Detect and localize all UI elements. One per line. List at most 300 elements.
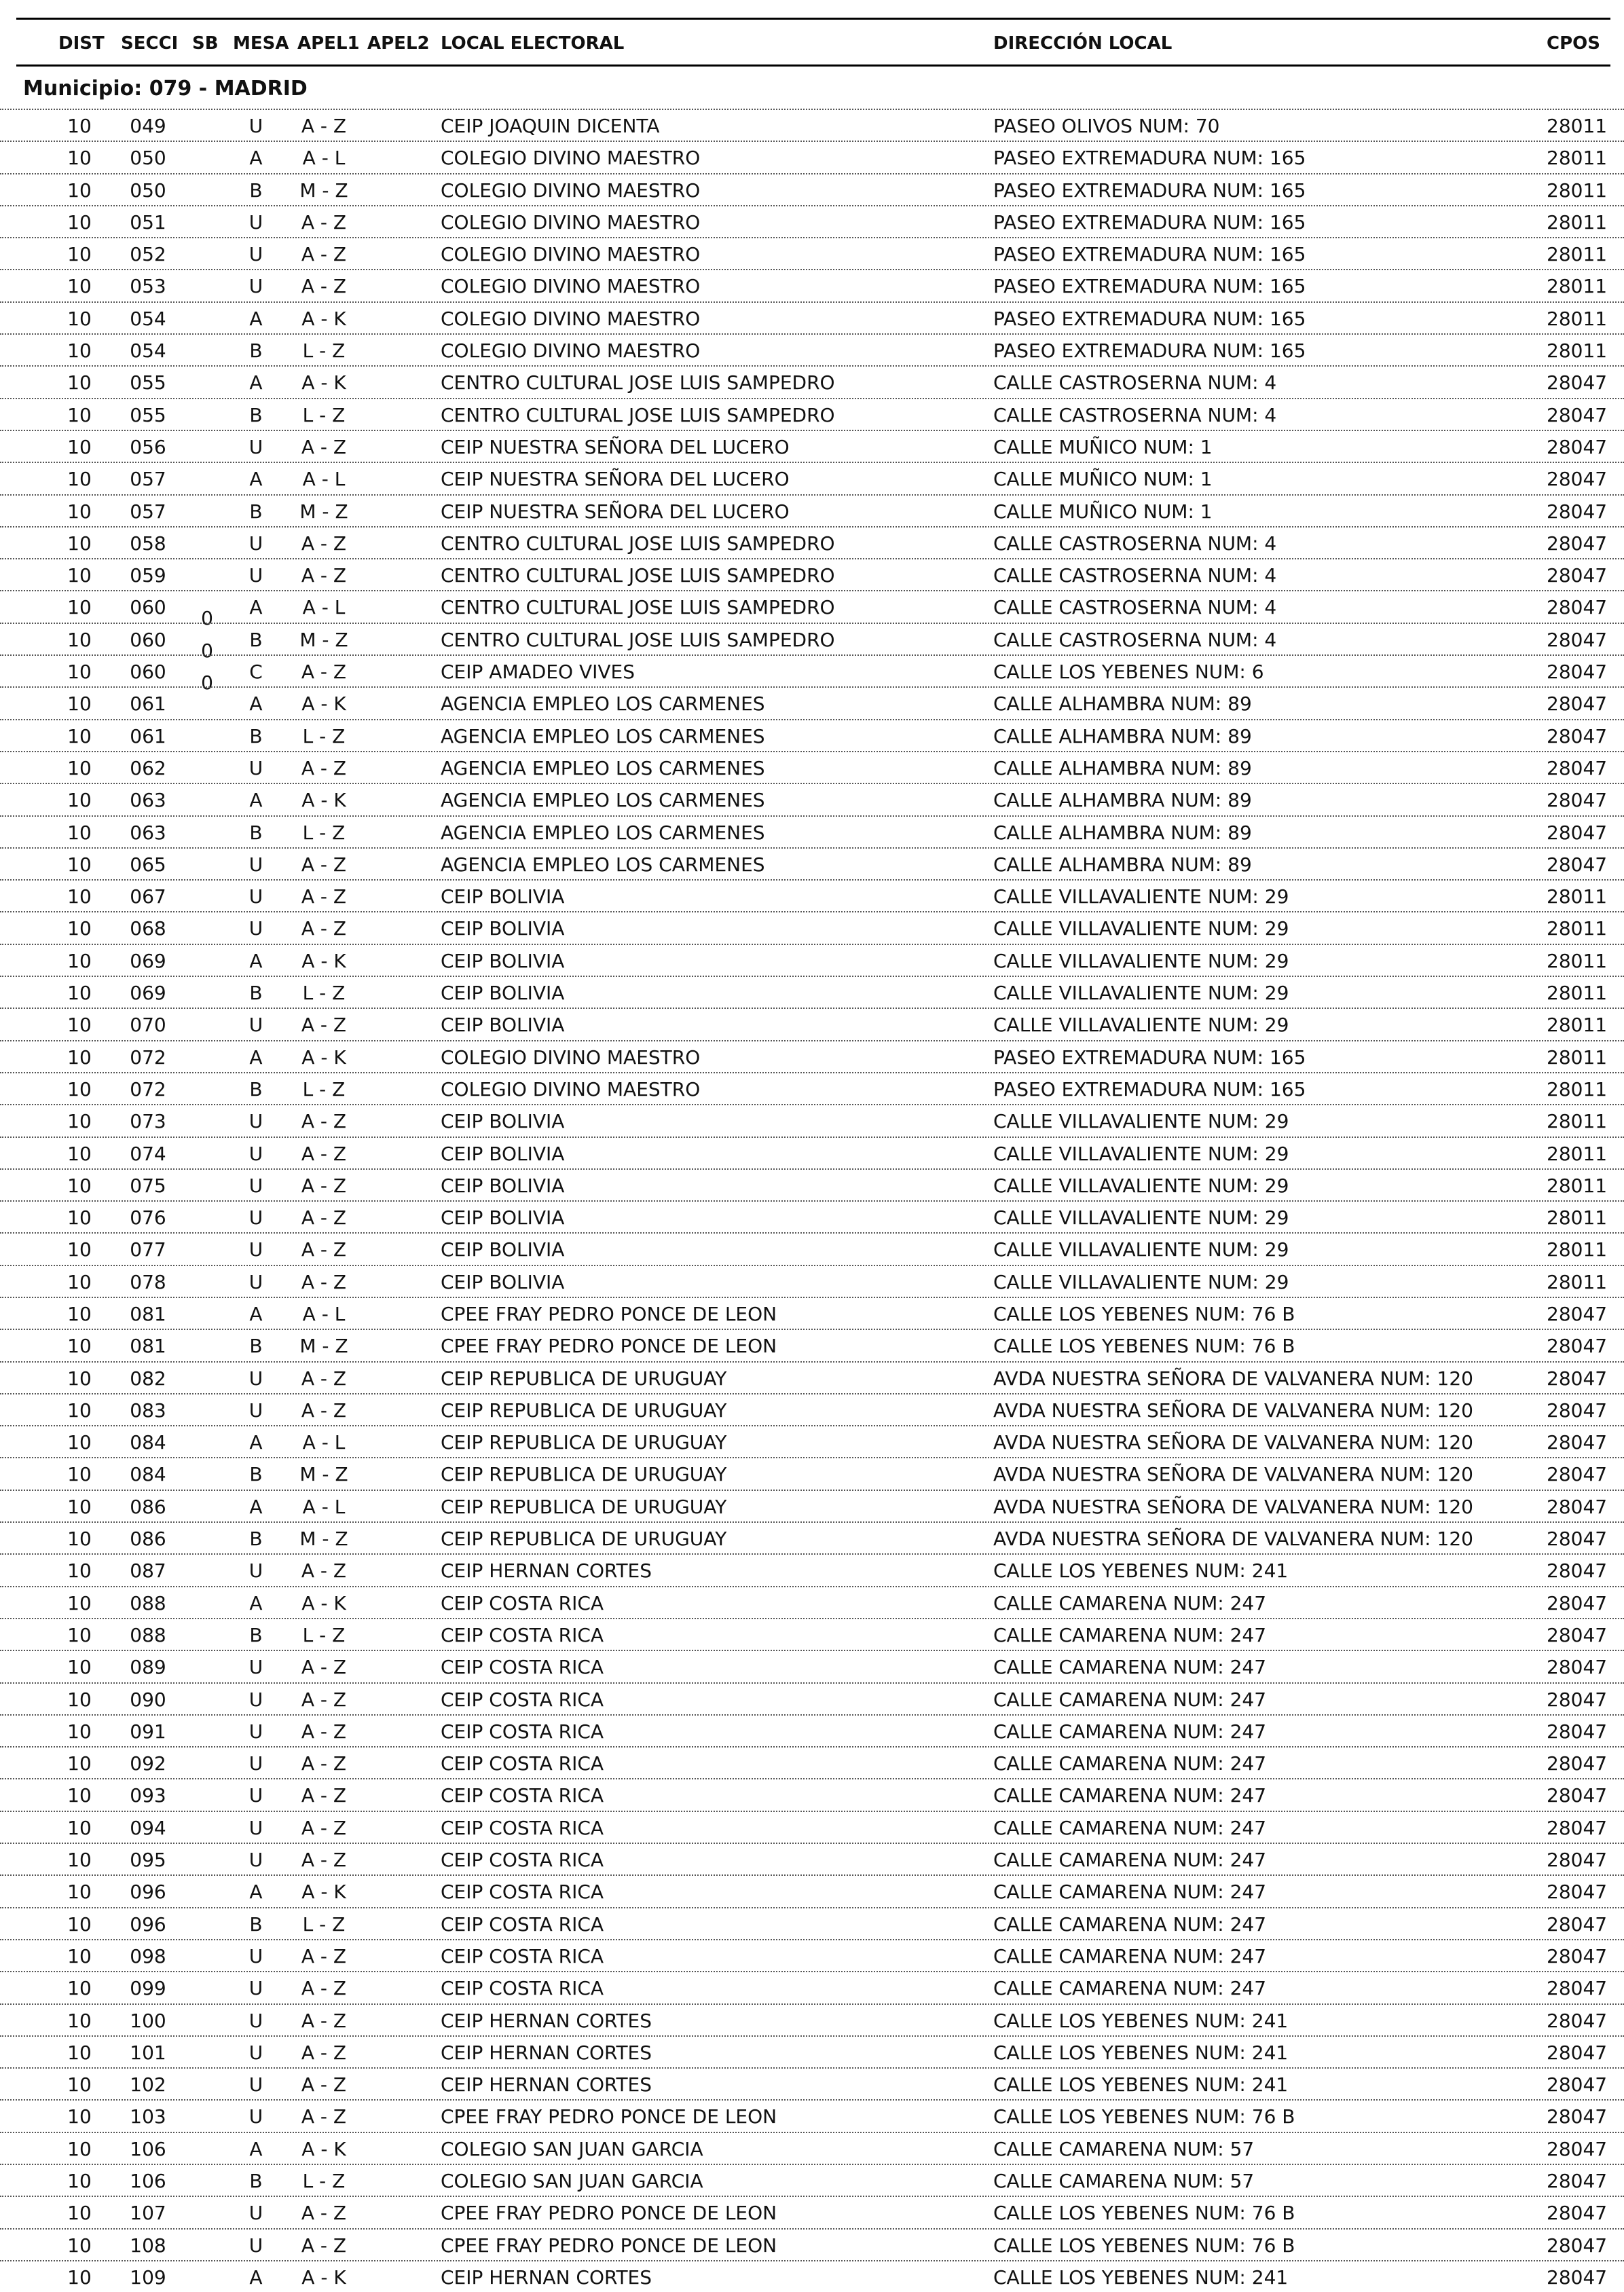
cell-local-electoral: CEIP COSTA RICA: [441, 1720, 604, 1743]
cell-apel1: A - Z: [301, 1206, 347, 1230]
cell-local-electoral: CEIP HERNAN CORTES: [441, 2266, 652, 2289]
cell-direccion-local: CALLE ALHAMBRA NUM: 89: [993, 724, 1252, 747]
cell-apel1: A - Z: [301, 2009, 347, 2032]
cell-cpos: 28047: [1547, 1849, 1608, 1872]
cell-local-electoral: COLEGIO DIVINO MAESTRO: [441, 339, 701, 363]
cell-cpos: 28047: [1547, 596, 1608, 619]
cell-dist: 10: [67, 1270, 92, 1293]
cell-direccion-local: CALLE LOS YEBENES NUM: 241: [993, 2041, 1289, 2064]
cell-dist: 10: [67, 692, 92, 716]
header-dist: DIST: [58, 33, 105, 54]
cell-secci: 049: [130, 115, 166, 137]
table-row: [0, 686, 1624, 718]
table-row: [0, 1361, 1624, 1393]
cell-secci: 059: [130, 564, 166, 587]
table-row: [0, 2260, 1624, 2292]
cell-mesa: C: [249, 661, 263, 684]
cell-direccion-local: PASEO EXTREMADURA NUM: 165: [993, 307, 1306, 330]
cell-mesa: U: [248, 853, 263, 876]
cell-mesa: U: [248, 1720, 263, 1743]
cell-mesa: U: [248, 435, 263, 458]
cell-dist: 10: [67, 1752, 92, 1775]
cell-mesa: U: [248, 1816, 263, 1839]
cell-dist: 10: [67, 853, 92, 876]
cell-apel1: A - Z: [301, 1559, 347, 1583]
cell-sb: 0: [201, 639, 213, 662]
cell-mesa: U: [248, 1014, 263, 1037]
cell-mesa: U: [248, 2009, 263, 2032]
cell-cpos: 28047: [1547, 564, 1608, 587]
cell-apel1: A - K: [301, 692, 346, 716]
cell-secci: 094: [130, 1816, 166, 1839]
cell-secci: 102: [130, 2073, 166, 2096]
cell-secci: 099: [130, 1977, 166, 2000]
cell-direccion-local: CALLE CASTROSERNA NUM: 4: [993, 596, 1277, 619]
table-row: [0, 590, 1624, 630]
cell-dist: 10: [67, 2105, 92, 2128]
cell-cpos: 28047: [1547, 1591, 1608, 1614]
cell-mesa: B: [249, 339, 263, 363]
cell-direccion-local: CALLE CAMARENA NUM: 247: [993, 1816, 1267, 1839]
table-row: [0, 526, 1624, 558]
cell-secci: 060: [130, 628, 166, 651]
cell-secci: 056: [130, 435, 166, 458]
cell-cpos: 28047: [1547, 692, 1608, 716]
cell-local-electoral: CEIP COSTA RICA: [441, 1977, 604, 2000]
cell-apel1: A - Z: [301, 1014, 347, 1037]
cell-cpos: 28011: [1547, 210, 1608, 234]
cell-local-electoral: CEIP BOLIVIA: [441, 949, 565, 972]
cell-dist: 10: [67, 949, 92, 972]
table-row: [0, 1553, 1624, 1585]
cell-apel1: A - Z: [301, 1944, 347, 1967]
cell-apel1: L - Z: [302, 1623, 346, 1646]
cell-cpos: 28011: [1547, 1110, 1608, 1133]
table-row: [0, 333, 1624, 365]
cell-cpos: 28047: [1547, 371, 1608, 394]
cell-local-electoral: COLEGIO DIVINO MAESTRO: [441, 307, 701, 330]
cell-apel1: A - L: [302, 1431, 346, 1454]
cell-direccion-local: CALLE VILLAVALIENTE NUM: 29: [993, 917, 1289, 940]
cell-dist: 10: [67, 1528, 92, 1551]
cell-dist: 10: [67, 1977, 92, 2000]
cell-dist: 10: [67, 2137, 92, 2160]
cell-direccion-local: CALLE VILLAVALIENTE NUM: 29: [993, 1174, 1289, 1197]
cell-dist: 10: [67, 1784, 92, 1807]
table-row: [0, 1714, 1624, 1746]
cell-apel1: A - L: [302, 1302, 346, 1325]
cell-local-electoral: CPEE FRAY PEDRO PONCE DE LEON: [441, 1302, 777, 1325]
cell-cpos: 28047: [1547, 1559, 1608, 1583]
cell-dist: 10: [67, 1559, 92, 1583]
table-row: [0, 2164, 1624, 2196]
cell-direccion-local: CALLE VILLAVALIENTE NUM: 29: [993, 1238, 1289, 1261]
cell-cpos: 28011: [1547, 917, 1608, 940]
cell-dist: 10: [67, 115, 92, 137]
cell-local-electoral: CEIP BOLIVIA: [441, 1238, 565, 1261]
table-row: [0, 1425, 1624, 1457]
cell-secci: 060: [130, 596, 166, 619]
cell-dist: 10: [67, 885, 92, 908]
cell-local-electoral: CENTRO CULTURAL JOSE LUIS SAMPEDRO: [441, 532, 835, 555]
cell-local-electoral: CEIP COSTA RICA: [441, 1881, 604, 1904]
cell-mesa: A: [249, 1881, 263, 1904]
cell-direccion-local: CALLE CAMARENA NUM: 57: [993, 2170, 1255, 2192]
cell-sb: 0: [201, 671, 213, 695]
cell-cpos: 28047: [1547, 821, 1608, 844]
cell-secci: 098: [130, 1944, 166, 1967]
cell-dist: 10: [67, 500, 92, 523]
cell-dist: 10: [67, 1399, 92, 1422]
cell-secci: 076: [130, 1206, 166, 1230]
cell-secci: 083: [130, 1399, 166, 1422]
cell-secci: 072: [130, 1077, 166, 1101]
cell-cpos: 28011: [1547, 1238, 1608, 1261]
cell-secci: 065: [130, 853, 166, 876]
cell-cpos: 28047: [1547, 1463, 1608, 1486]
cell-local-electoral: CEIP BOLIVIA: [441, 885, 565, 908]
cell-secci: 051: [130, 210, 166, 234]
cell-secci: 093: [130, 1784, 166, 1807]
cell-direccion-local: CALLE CAMARENA NUM: 247: [993, 1656, 1267, 1679]
cell-direccion-local: PASEO EXTREMADURA NUM: 165: [993, 1077, 1306, 1101]
cell-mesa: U: [248, 243, 263, 266]
table-row: [0, 719, 1624, 751]
cell-dist: 10: [67, 1077, 92, 1101]
cell-dist: 10: [67, 1206, 92, 1230]
cell-cpos: 28011: [1547, 1077, 1608, 1101]
cell-cpos: 28047: [1547, 1784, 1608, 1807]
cell-cpos: 28011: [1547, 307, 1608, 330]
cell-secci: 106: [130, 2137, 166, 2160]
cell-apel1: A - Z: [301, 2105, 347, 2128]
cell-apel1: A - Z: [301, 2234, 347, 2257]
table-row: [0, 205, 1624, 237]
cell-cpos: 28047: [1547, 1367, 1608, 1390]
cell-secci: 084: [130, 1463, 166, 1486]
cell-direccion-local: CALLE VILLAVALIENTE NUM: 29: [993, 885, 1289, 908]
cell-direccion-local: CALLE CAMARENA NUM: 247: [993, 1881, 1267, 1904]
cell-direccion-local: PASEO EXTREMADURA NUM: 165: [993, 1046, 1306, 1069]
cell-cpos: 28011: [1547, 1046, 1608, 1069]
cell-secci: 055: [130, 371, 166, 394]
cell-cpos: 28047: [1547, 756, 1608, 779]
cell-mesa: U: [248, 756, 263, 779]
cell-cpos: 28047: [1547, 2073, 1608, 2096]
table-row: [0, 1586, 1624, 1618]
cell-local-electoral: CENTRO CULTURAL JOSE LUIS SAMPEDRO: [441, 371, 835, 394]
cell-secci: 100: [130, 2009, 166, 2032]
cell-direccion-local: CALLE LOS YEBENES NUM: 241: [993, 2266, 1289, 2289]
table-row: [0, 783, 1624, 815]
cell-cpos: 28047: [1547, 1688, 1608, 1711]
cell-dist: 10: [67, 468, 92, 491]
table-row: [0, 944, 1624, 976]
cell-apel1: A - Z: [301, 564, 347, 587]
table-row: [0, 1618, 1624, 1650]
cell-cpos: 28047: [1547, 628, 1608, 651]
table-row: [0, 2067, 1624, 2099]
cell-apel1: M - Z: [299, 628, 348, 651]
cell-mesa: U: [248, 2105, 263, 2128]
cell-mesa: A: [249, 692, 263, 716]
cell-mesa: U: [248, 115, 263, 137]
cell-local-electoral: CENTRO CULTURAL JOSE LUIS SAMPEDRO: [441, 564, 835, 587]
cell-apel1: L - Z: [302, 403, 346, 426]
table-row: [0, 751, 1624, 783]
cell-direccion-local: CALLE LOS YEBENES NUM: 241: [993, 2073, 1289, 2096]
cell-local-electoral: COLEGIO DIVINO MAESTRO: [441, 147, 701, 170]
cell-mesa: U: [248, 1849, 263, 1872]
cell-apel1: A - L: [302, 1495, 346, 1518]
cell-dist: 10: [67, 2041, 92, 2064]
cell-mesa: U: [248, 917, 263, 940]
table-row: [0, 2035, 1624, 2067]
table-row: [0, 1811, 1624, 1843]
cell-cpos: 28047: [1547, 2009, 1608, 2032]
cell-apel1: A - Z: [301, 1720, 347, 1743]
cell-mesa: U: [248, 1559, 263, 1583]
cell-mesa: A: [249, 371, 263, 394]
table-row: [0, 1136, 1624, 1168]
cell-mesa: U: [248, 1142, 263, 1165]
cell-cpos: 28047: [1547, 2041, 1608, 2064]
cell-direccion-local: CALLE ALHAMBRA NUM: 89: [993, 821, 1252, 844]
cell-mesa: A: [249, 1046, 263, 1069]
cell-secci: 088: [130, 1623, 166, 1646]
cell-local-electoral: CEIP REPUBLICA DE URUGUAY: [441, 1528, 727, 1551]
cell-direccion-local: PASEO EXTREMADURA NUM: 165: [993, 147, 1306, 170]
cell-direccion-local: PASEO OLIVOS NUM: 70: [993, 115, 1220, 137]
cell-direccion-local: CALLE LOS YEBENES NUM: 241: [993, 1559, 1289, 1583]
cell-apel1: L - Z: [302, 982, 346, 1005]
cell-secci: 081: [130, 1302, 166, 1325]
table-row: [0, 398, 1624, 430]
table-row: [0, 1939, 1624, 1971]
cell-mesa: B: [249, 1528, 263, 1551]
cell-cpos: 28011: [1547, 179, 1608, 202]
cell-apel1: A - Z: [301, 1656, 347, 1679]
cell-mesa: U: [248, 1367, 263, 1390]
cell-dist: 10: [67, 275, 92, 298]
cell-mesa: B: [249, 403, 263, 426]
table-row: [0, 1040, 1624, 1072]
cell-mesa: U: [248, 885, 263, 908]
cell-local-electoral: CEIP COSTA RICA: [441, 1816, 604, 1839]
cell-sb: 0: [201, 607, 213, 630]
cell-mesa: U: [248, 2073, 263, 2096]
table-row: [0, 879, 1624, 911]
cell-apel1: M - Z: [299, 179, 348, 202]
cell-mesa: U: [248, 1784, 263, 1807]
table-row: [0, 1393, 1624, 1425]
cell-secci: 058: [130, 532, 166, 555]
cell-secci: 069: [130, 982, 166, 1005]
cell-apel1: A - L: [302, 147, 346, 170]
cell-cpos: 28047: [1547, 1752, 1608, 1775]
cell-secci: 108: [130, 2234, 166, 2257]
cell-local-electoral: CEIP BOLIVIA: [441, 1206, 565, 1230]
cell-apel1: L - Z: [302, 2170, 346, 2192]
table-row: [0, 1650, 1624, 1682]
cell-cpos: 28047: [1547, 500, 1608, 523]
cell-local-electoral: CEIP REPUBLICA DE URUGUAY: [441, 1431, 727, 1454]
cell-secci: 095: [130, 1849, 166, 1872]
cell-dist: 10: [67, 147, 92, 170]
cell-apel1: A - K: [301, 789, 346, 812]
cell-mesa: B: [249, 724, 263, 747]
cell-direccion-local: CALLE LOS YEBENES NUM: 76 B: [993, 2234, 1295, 2257]
cell-local-electoral: AGENCIA EMPLEO LOS CARMENES: [441, 853, 765, 876]
table-row: [0, 1104, 1624, 1136]
table-row: [0, 365, 1624, 397]
cell-direccion-local: CALLE ALHAMBRA NUM: 89: [993, 853, 1252, 876]
header-apel1: APEL1: [297, 33, 360, 54]
cell-cpos: 28011: [1547, 949, 1608, 972]
cell-secci: 077: [130, 1238, 166, 1261]
cell-cpos: 28047: [1547, 1335, 1608, 1358]
header-mesa: MESA: [233, 33, 289, 54]
cell-secci: 106: [130, 2170, 166, 2192]
cell-direccion-local: CALLE CAMARENA NUM: 247: [993, 1784, 1267, 1807]
cell-dist: 10: [67, 1014, 92, 1037]
cell-apel1: A - Z: [301, 115, 347, 137]
cell-dist: 10: [67, 339, 92, 363]
cell-local-electoral: CEIP JOAQUIN DICENTA: [441, 115, 660, 137]
table-row: [0, 1072, 1624, 1104]
cell-local-electoral: COLEGIO DIVINO MAESTRO: [441, 210, 701, 234]
cell-dist: 10: [67, 917, 92, 940]
table-row: [0, 815, 1624, 847]
cell-local-electoral: CEIP REPUBLICA DE URUGUAY: [441, 1495, 727, 1518]
cell-local-electoral: CEIP REPUBLICA DE URUGUAY: [441, 1399, 727, 1422]
cell-apel1: A - K: [301, 371, 346, 394]
cell-dist: 10: [67, 1912, 92, 1936]
cell-local-electoral: CEIP BOLIVIA: [441, 1110, 565, 1133]
cell-apel1: A - Z: [301, 1977, 347, 2000]
cell-mesa: B: [249, 1623, 263, 1646]
table-row: [0, 2099, 1624, 2131]
cell-direccion-local: CALLE MUÑICO NUM: 1: [993, 468, 1213, 491]
table-row: [0, 1746, 1624, 1778]
cell-dist: 10: [67, 403, 92, 426]
cell-local-electoral: CEIP NUESTRA SEÑORA DEL LUCERO: [441, 500, 790, 523]
cell-cpos: 28047: [1547, 1720, 1608, 1743]
cell-dist: 10: [67, 1431, 92, 1454]
cell-apel1: A - Z: [301, 2073, 347, 2096]
cell-apel1: M - Z: [299, 1463, 348, 1486]
table-row: [0, 269, 1624, 301]
cell-dist: 10: [67, 661, 92, 684]
cell-cpos: 28047: [1547, 1881, 1608, 1904]
cell-direccion-local: CALLE CASTROSERNA NUM: 4: [993, 532, 1277, 555]
cell-direccion-local: AVDA NUESTRA SEÑORA DE VALVANERA NUM: 120: [993, 1367, 1473, 1390]
cell-mesa: A: [249, 1302, 263, 1325]
cell-mesa: U: [248, 1206, 263, 1230]
table-row: [0, 173, 1624, 205]
cell-local-electoral: CEIP HERNAN CORTES: [441, 1559, 652, 1583]
cell-local-electoral: CEIP BOLIVIA: [441, 1142, 565, 1165]
cell-direccion-local: PASEO EXTREMADURA NUM: 165: [993, 210, 1306, 234]
cell-mesa: A: [249, 1431, 263, 1454]
cell-apel1: A - Z: [301, 2202, 347, 2225]
cell-local-electoral: CEIP BOLIVIA: [441, 1174, 565, 1197]
cell-local-electoral: AGENCIA EMPLEO LOS CARMENES: [441, 821, 765, 844]
cell-local-electoral: CEIP COSTA RICA: [441, 1591, 604, 1614]
cell-dist: 10: [67, 2266, 92, 2289]
cell-dist: 10: [67, 2073, 92, 2096]
cell-apel1: A - K: [301, 2266, 346, 2289]
cell-mesa: U: [248, 532, 263, 555]
cell-dist: 10: [67, 628, 92, 651]
table-row: [0, 623, 1624, 662]
table-row: [0, 109, 1624, 141]
cell-apel1: A - K: [301, 307, 346, 330]
cell-direccion-local: CALLE VILLAVALIENTE NUM: 29: [993, 1270, 1289, 1293]
cell-mesa: B: [249, 500, 263, 523]
table-row: [0, 1232, 1624, 1264]
cell-dist: 10: [67, 1849, 92, 1872]
cell-direccion-local: AVDA NUESTRA SEÑORA DE VALVANERA NUM: 120: [993, 1431, 1473, 1454]
cell-dist: 10: [67, 982, 92, 1005]
cell-dist: 10: [67, 2170, 92, 2192]
cell-dist: 10: [67, 2009, 92, 2032]
cell-secci: 089: [130, 1656, 166, 1679]
cell-local-electoral: CENTRO CULTURAL JOSE LUIS SAMPEDRO: [441, 628, 835, 651]
cell-direccion-local: AVDA NUESTRA SEÑORA DE VALVANERA NUM: 120: [993, 1463, 1473, 1486]
cell-apel1: A - Z: [301, 917, 347, 940]
cell-secci: 090: [130, 1688, 166, 1711]
cell-direccion-local: AVDA NUESTRA SEÑORA DE VALVANERA NUM: 120: [993, 1399, 1473, 1422]
cell-apel1: A - Z: [301, 661, 347, 684]
table-row: [0, 1200, 1624, 1232]
cell-direccion-local: CALLE CAMARENA NUM: 247: [993, 1977, 1267, 2000]
cell-cpos: 28011: [1547, 982, 1608, 1005]
cell-cpos: 28047: [1547, 2266, 1608, 2289]
cell-secci: 096: [130, 1881, 166, 1904]
cell-local-electoral: CEIP COSTA RICA: [441, 1944, 604, 1967]
cell-dist: 10: [67, 821, 92, 844]
cell-direccion-local: CALLE CAMARENA NUM: 247: [993, 1591, 1267, 1614]
cell-cpos: 28011: [1547, 339, 1608, 363]
cell-mesa: U: [248, 1174, 263, 1197]
cell-direccion-local: CALLE ALHAMBRA NUM: 89: [993, 789, 1252, 812]
cell-apel1: A - K: [301, 1046, 346, 1069]
cell-secci: 096: [130, 1912, 166, 1936]
cell-local-electoral: CEIP COSTA RICA: [441, 1912, 604, 1936]
cell-mesa: B: [249, 1912, 263, 1936]
cell-mesa: A: [249, 2137, 263, 2160]
cell-secci: 086: [130, 1528, 166, 1551]
cell-dist: 10: [67, 1656, 92, 1679]
cell-local-electoral: CEIP BOLIVIA: [441, 982, 565, 1005]
cell-secci: 068: [130, 917, 166, 940]
cell-cpos: 28011: [1547, 1174, 1608, 1197]
cell-secci: 063: [130, 821, 166, 844]
cell-mesa: B: [249, 1463, 263, 1486]
cell-secci: 107: [130, 2202, 166, 2225]
cell-dist: 10: [67, 1623, 92, 1646]
cell-local-electoral: CEIP NUESTRA SEÑORA DEL LUCERO: [441, 435, 790, 458]
cell-apel1: A - K: [301, 2137, 346, 2160]
table-row: [0, 141, 1624, 172]
cell-cpos: 28011: [1547, 147, 1608, 170]
cell-local-electoral: CENTRO CULTURAL JOSE LUIS SAMPEDRO: [441, 596, 835, 619]
cell-local-electoral: CEIP BOLIVIA: [441, 917, 565, 940]
table-row: [0, 1521, 1624, 1553]
cell-mesa: U: [248, 1688, 263, 1711]
cell-cpos: 28011: [1547, 243, 1608, 266]
